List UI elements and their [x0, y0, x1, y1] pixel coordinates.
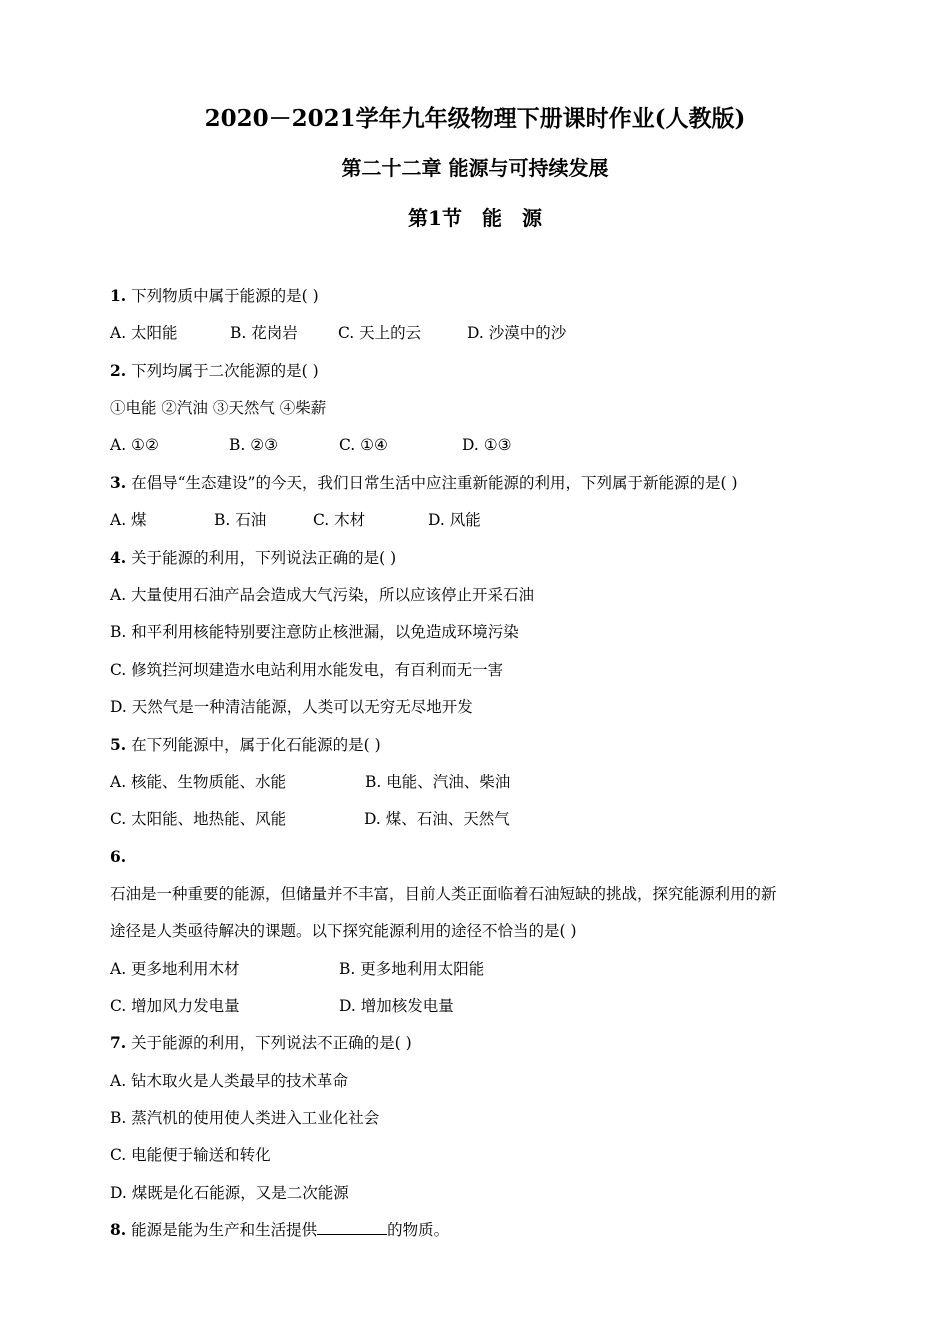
- question-5-stem: [110, 735, 381, 755]
- question-2-options: [110, 435, 810, 455]
- question-number: 5.: [110, 735, 127, 754]
- question-number: 2.: [110, 361, 127, 380]
- option-b: B. ②③: [229, 436, 279, 454]
- option-d: D. 风能: [428, 511, 481, 529]
- question-1-options: [110, 323, 810, 343]
- question-text-after: 的物质。: [387, 1221, 450, 1239]
- question-number: 1.: [110, 286, 127, 305]
- question-text: 下列均属于二次能源的是( ): [126, 362, 319, 380]
- option-a: A. 煤: [110, 511, 147, 529]
- question-text: 关于能源的利用，下列说法不正确的是( ): [126, 1034, 412, 1052]
- option-a: A. ①②: [110, 436, 159, 454]
- question-number: 6.: [110, 847, 127, 866]
- question-text: 关于能源的利用，下列说法正确的是( ): [126, 549, 397, 567]
- section-word-1: 能: [481, 206, 502, 230]
- question-2-items: ①电能 ②汽油 ③天然气 ④柴薪: [110, 399, 327, 417]
- question-text: 下列物质中属于能源的是( ): [126, 287, 319, 305]
- option-a: A. 太阳能: [110, 324, 178, 342]
- question-6-stem-line-1: 石油是一种重要的能源，但储量并不丰富，目前人类正面临着石油短缺的挑战，探究能源利用的新: [110, 885, 777, 903]
- option-c: C. ①④: [339, 436, 388, 454]
- question-5-options-row-2: [110, 809, 810, 829]
- option-c: C. 天上的云: [338, 324, 422, 342]
- option-c: C. 太阳能、地热能、风能: [110, 810, 287, 828]
- question-4-stem: [110, 548, 396, 568]
- section-number: 第1节: [408, 206, 462, 230]
- option-a: A. 核能、生物质能、水能: [110, 773, 287, 791]
- option-c: C. 木材: [313, 511, 366, 529]
- option-b: B. 石油: [214, 511, 267, 529]
- option-b: B. 更多地利用太阳能: [339, 960, 485, 978]
- option-d: D. 增加核发电量: [339, 997, 454, 1015]
- question-8-stem: [110, 1220, 449, 1240]
- document-title: 2020－2021学年九年级物理下册课时作业(人教版): [204, 105, 746, 132]
- question-number: 7.: [110, 1033, 127, 1052]
- option-c: C. 电能便于输送和转化: [110, 1146, 271, 1164]
- question-3-stem: [110, 473, 738, 493]
- chapter-title: 第二十二章 能源与可持续发展: [341, 156, 609, 180]
- option-d: D. 天然气是一种清洁能源，人类可以无穷无尽地开发: [110, 698, 473, 716]
- question-text: 在下列能源中，属于化石能源的是( ): [126, 736, 381, 754]
- question-6-number: [110, 847, 126, 867]
- question-7-stem: [110, 1033, 412, 1053]
- question-2-stem: [110, 361, 319, 381]
- question-text: 在倡导“生态建设”的今天，我们日常生活中应注重新能源的利用，下列属于新能源的是( ): [126, 474, 738, 492]
- option-b: B. 电能、汽油、柴油: [365, 773, 511, 791]
- option-b: B. 花岗岩: [230, 324, 298, 342]
- question-3-options: [110, 510, 810, 530]
- question-number: 4.: [110, 548, 127, 567]
- section-title: [0, 202, 950, 231]
- question-1-stem: [110, 286, 319, 306]
- option-b: B. 蒸汽机的使用使人类进入工业化社会: [110, 1109, 380, 1127]
- option-c: C. 增加风力发电量: [110, 997, 240, 1015]
- section-word-2: 源: [521, 206, 542, 230]
- option-d: D. 煤既是化石能源，又是二次能源: [110, 1184, 349, 1202]
- question-6-stem-line-2: 途径是人类亟待解决的课题。以下探究能源利用的途径不恰当的是( ): [110, 922, 577, 940]
- question-number: 3.: [110, 473, 127, 492]
- option-d: D. ①③: [462, 436, 512, 454]
- question-6-options-row-2: [110, 996, 810, 1016]
- option-c: C. 修筑拦河坝建造水电站利用水能发电，有百利而无一害: [110, 661, 504, 679]
- answer-blank: [317, 1220, 387, 1235]
- question-text-before: 能源是能为生产和生活提供: [126, 1221, 318, 1239]
- option-d: D. 煤、石油、天然气: [364, 810, 510, 828]
- option-b: B. 和平利用核能特别要注意防止核泄漏，以免造成环境污染: [110, 623, 519, 641]
- option-a: A. 大量使用石油产品会造成大气污染，所以应该停止开采石油: [110, 586, 535, 604]
- question-6-options-row-1: [110, 959, 810, 979]
- option-a: A. 更多地利用木材: [110, 960, 240, 978]
- option-d: D. 沙漠中的沙: [467, 324, 567, 342]
- question-number: 8.: [110, 1220, 127, 1239]
- option-a: A. 钻木取火是人类最早的技术革命: [110, 1072, 349, 1090]
- question-5-options-row-1: [110, 772, 810, 792]
